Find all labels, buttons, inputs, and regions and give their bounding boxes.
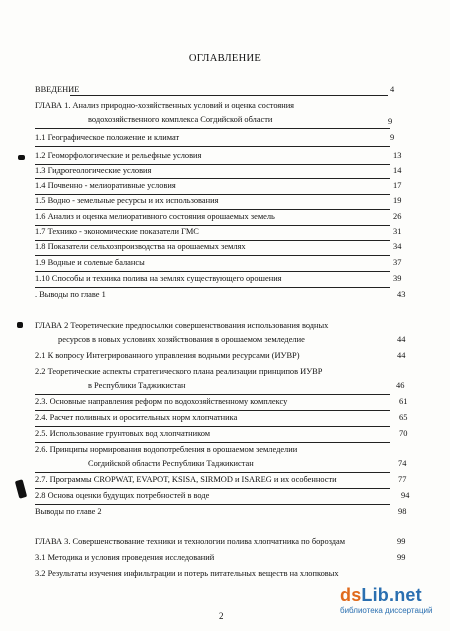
toc-entry-text: 1.8 Показатели сельхозпроизводства на орошаемых землях (35, 242, 246, 251)
watermark-ds: ds (340, 585, 362, 605)
toc-leader-rule (35, 164, 390, 165)
watermark-lib: Lib.net (361, 585, 422, 605)
toc-entry-page: 65 (399, 413, 408, 422)
toc-entry-text: ВВЕДЕНИЕ (35, 85, 80, 94)
toc-entry-text: . Выводы по главе 1 (35, 290, 106, 299)
toc-entry-page: 39 (393, 274, 402, 283)
toc-entry-text: 2.5. Использование грунтовых вод хлопчатником (35, 429, 211, 438)
toc-entry-text: ресурсов в новых условиях хозяйствования в орошаемом земледелие (58, 335, 305, 344)
toc-entry-text: ГЛАВА 2 Теоретические предпосылки совершенствования использования водных (35, 321, 329, 330)
scan-mark (17, 322, 23, 328)
toc-leader-rule (35, 472, 390, 473)
scan-mark (15, 479, 27, 498)
toc-entry-page: 31 (393, 227, 402, 236)
toc-leader-rule (35, 442, 390, 443)
toc-leader-rule (35, 194, 390, 195)
toc-entry-text: 2.6. Принципы нормирования водопотребления в орошаемом земледелии (35, 445, 298, 454)
toc-entry-text: Согдийской области Республики Таджикистан (88, 459, 254, 468)
toc-entry-page: 61 (399, 397, 408, 406)
toc-entry-text: в Республики Таджикистан (88, 381, 186, 390)
toc-entry-page: 17 (393, 181, 402, 190)
toc-entry-text: 2.3. Основные направления реформ по водохозяйственному комплексу (35, 397, 288, 406)
toc-entry-page: 9 (390, 133, 395, 142)
toc-entry-page: 98 (398, 507, 407, 516)
watermark-caption: библиотека диссертаций (340, 606, 433, 615)
page-number: 2 (219, 611, 224, 621)
toc-entry-page: 13 (393, 151, 402, 160)
toc-entry-page: 14 (393, 166, 402, 175)
toc-entry-text: 2.1 К вопросу Интегрированного управления водными ресурсами (ИУВР) (35, 351, 300, 360)
toc-entry-text: 2.8 Основа оценки будущих потребностей в воде (35, 491, 210, 500)
toc-entry-page: 99 (397, 537, 406, 546)
toc-entry-text: 1.4 Почвенно - мелиоративные условия (35, 181, 176, 190)
toc-entry-page: 19 (393, 196, 402, 205)
toc-leader-rule (35, 488, 390, 489)
toc-leader-rule (35, 504, 390, 505)
toc-leader-rule (35, 394, 390, 395)
toc-leader-rule (35, 271, 390, 272)
toc-entry-text: 1.6 Анализ и оценка мелиоративного состояния орошаемых земель (35, 212, 275, 221)
toc-leader-rule (35, 209, 390, 210)
toc-entry-text: водохозяйственного комплекса Согдийской области (88, 115, 273, 124)
toc-entry-text: 2.7. Программы CROPWAT, EVAPOT, KSISA, SIRMOD и ISAREG и их особенности (35, 475, 337, 484)
toc-entry-page: 44 (397, 335, 406, 344)
toc-entry-text: ГЛАВА 1. Анализ природно-хозяйственных условий и оценка состояния (35, 101, 295, 110)
watermark-logo (340, 585, 432, 615)
toc-entry-text: ГЛАВА 3. Совершенствование техники и технологии полива хлопчатника по бороздам (35, 537, 346, 546)
toc-entry-text: 1.9 Водные и солевые балансы (35, 258, 145, 267)
toc-leader-rule (35, 146, 390, 147)
toc-entry-text: 3.2 Результаты изучения инфильтрации и потерь питательных веществ на хлопковых (35, 569, 339, 578)
toc-entry-page: 43 (397, 290, 406, 299)
toc-entry-page: 9 (388, 117, 393, 126)
toc-entry-text: 1.1 Географическое положение и климат (35, 133, 180, 142)
toc-leader-rule (35, 410, 390, 411)
toc-entry-page: 74 (398, 459, 407, 468)
toc-leader-rule (35, 426, 390, 427)
toc-leader-rule (35, 128, 390, 129)
toc-entry-text: 2.4. Расчет поливных и оросительных норм хлопчатника (35, 413, 238, 422)
toc-entry-text: 3.1 Методика и условия проведения исследований (35, 553, 215, 562)
toc-entry-text: 1.3 Гидрогеологические условия (35, 166, 152, 175)
toc-entry-page: 99 (397, 553, 406, 562)
toc-entry-text: 1.2 Геоморфологические и рельефные условия (35, 151, 202, 160)
toc-leader-rule (35, 240, 390, 241)
toc-entry-text: Выводы по главе 2 (35, 507, 102, 516)
toc-leader-rule (35, 255, 390, 256)
toc-leader-rule (70, 95, 388, 96)
toc-entry-text: 1.5 Водно - земельные ресурсы и их использования (35, 196, 219, 205)
page-title: ОГЛАВЛЕНИЕ (188, 53, 262, 64)
toc-entry-page: 34 (393, 242, 402, 251)
toc-entry-page: 70 (399, 429, 408, 438)
toc-leader-rule (35, 178, 390, 179)
toc-leader-rule (35, 225, 390, 226)
toc-entry-text: 1.7 Технико - экономические показатели ГМС (35, 227, 199, 236)
toc-entry-page: 77 (398, 475, 407, 484)
toc-entry-text: 1.10 Способы и техника полива на землях существующего орошения (35, 274, 282, 283)
toc-entry-page: 94 (401, 491, 410, 500)
toc-leader-rule (35, 287, 390, 288)
toc-entry-page: 46 (396, 381, 405, 390)
toc-entry-page: 4 (390, 85, 395, 94)
toc-entry-text: 2.2 Теоретические аспекты стратегического плана реализации принципов ИУВР (35, 367, 323, 376)
toc-entry-page: 44 (397, 351, 406, 360)
scan-mark (18, 155, 25, 160)
toc-entry-page: 37 (393, 258, 402, 267)
toc-entry-page: 26 (393, 212, 402, 221)
